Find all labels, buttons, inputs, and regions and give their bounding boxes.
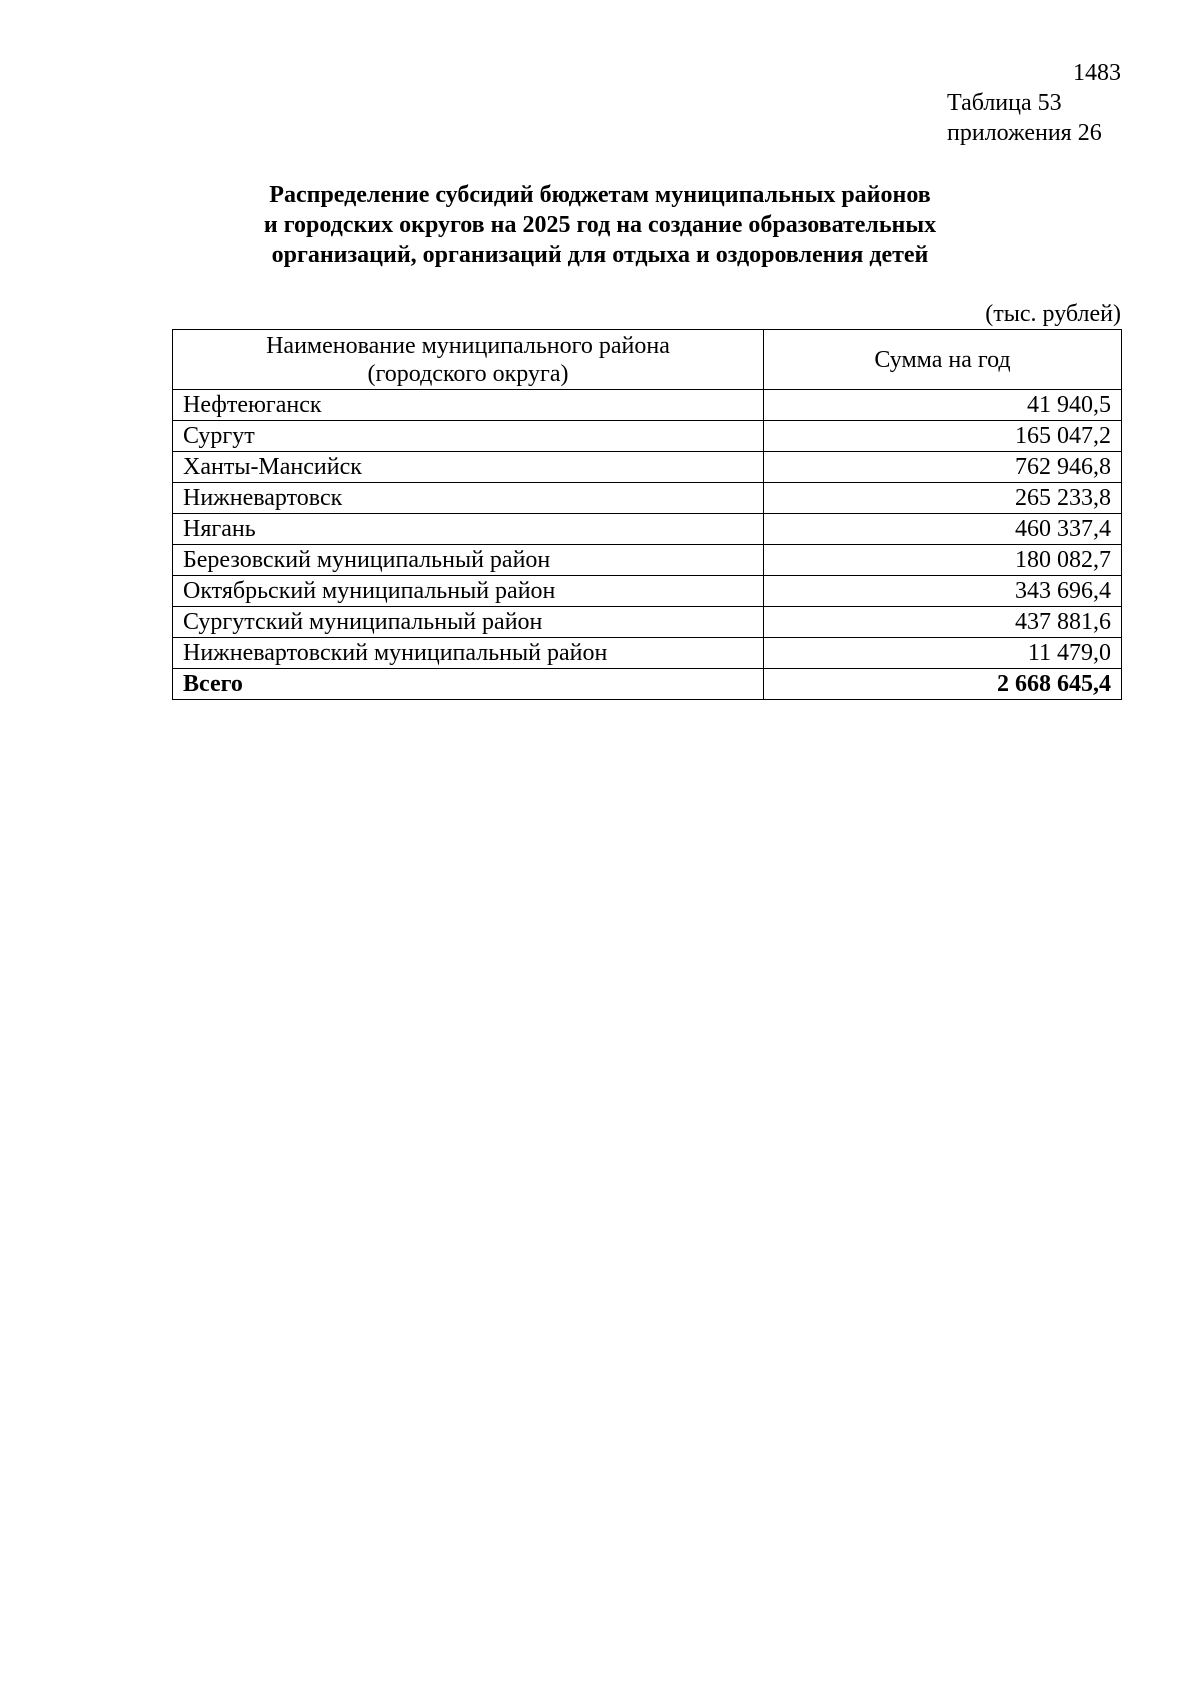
- row-name: Сургутский муниципальный район: [173, 607, 764, 638]
- table-number: Таблица 53: [947, 90, 1062, 116]
- document-title: [0, 180, 1200, 270]
- row-amount: 165 047,2: [764, 421, 1122, 452]
- header-name: [173, 330, 764, 390]
- total-amount: 2 668 645,4: [764, 669, 1122, 700]
- row-amount: 41 940,5: [764, 390, 1122, 421]
- row-name: Нефтеюганск: [173, 390, 764, 421]
- table-row: [173, 452, 1122, 483]
- table-reference: [947, 88, 1102, 148]
- table-row: [173, 483, 1122, 514]
- header-name-line1: Наименование муниципального района: [266, 332, 670, 359]
- header-amount: Сумма на год: [764, 330, 1122, 390]
- row-name: Нижневартовск: [173, 483, 764, 514]
- table-row: [173, 545, 1122, 576]
- total-row: [173, 669, 1122, 700]
- page-number: 1483: [1073, 60, 1121, 86]
- row-amount: 762 946,8: [764, 452, 1122, 483]
- title-line: Распределение субсидий бюджетам муниципальных районов: [269, 182, 931, 208]
- header-name-line2: (городского округа): [367, 360, 569, 387]
- row-name: Ханты-Мансийск: [173, 452, 764, 483]
- table-row: [173, 607, 1122, 638]
- row-amount: 180 082,7: [764, 545, 1122, 576]
- title-line: организаций, организаций для отдыха и оздоровления детей: [271, 242, 929, 268]
- units-label: (тыс. рублей): [985, 301, 1121, 327]
- row-name: Березовский муниципальный район: [173, 545, 764, 576]
- table-row: [173, 421, 1122, 452]
- appendix-number: приложения 26: [947, 120, 1102, 146]
- row-name: Нижневартовский муниципальный район: [173, 638, 764, 669]
- table-row: [173, 576, 1122, 607]
- row-name: Нягань: [173, 514, 764, 545]
- table-header-row: [173, 330, 1122, 390]
- table-row: [173, 390, 1122, 421]
- table-row: [173, 638, 1122, 669]
- total-label: Всего: [173, 669, 764, 700]
- title-line: и городских округов на 2025 год на создание образовательных: [263, 212, 937, 238]
- row-amount: 343 696,4: [764, 576, 1122, 607]
- row-amount: 460 337,4: [764, 514, 1122, 545]
- row-amount: 11 479,0: [764, 638, 1122, 669]
- row-name: Октябрьский муниципальный район: [173, 576, 764, 607]
- subsidy-table: [172, 329, 1122, 700]
- table-row: [173, 514, 1122, 545]
- row-amount: 437 881,6: [764, 607, 1122, 638]
- row-amount: 265 233,8: [764, 483, 1122, 514]
- row-name: Сургут: [173, 421, 764, 452]
